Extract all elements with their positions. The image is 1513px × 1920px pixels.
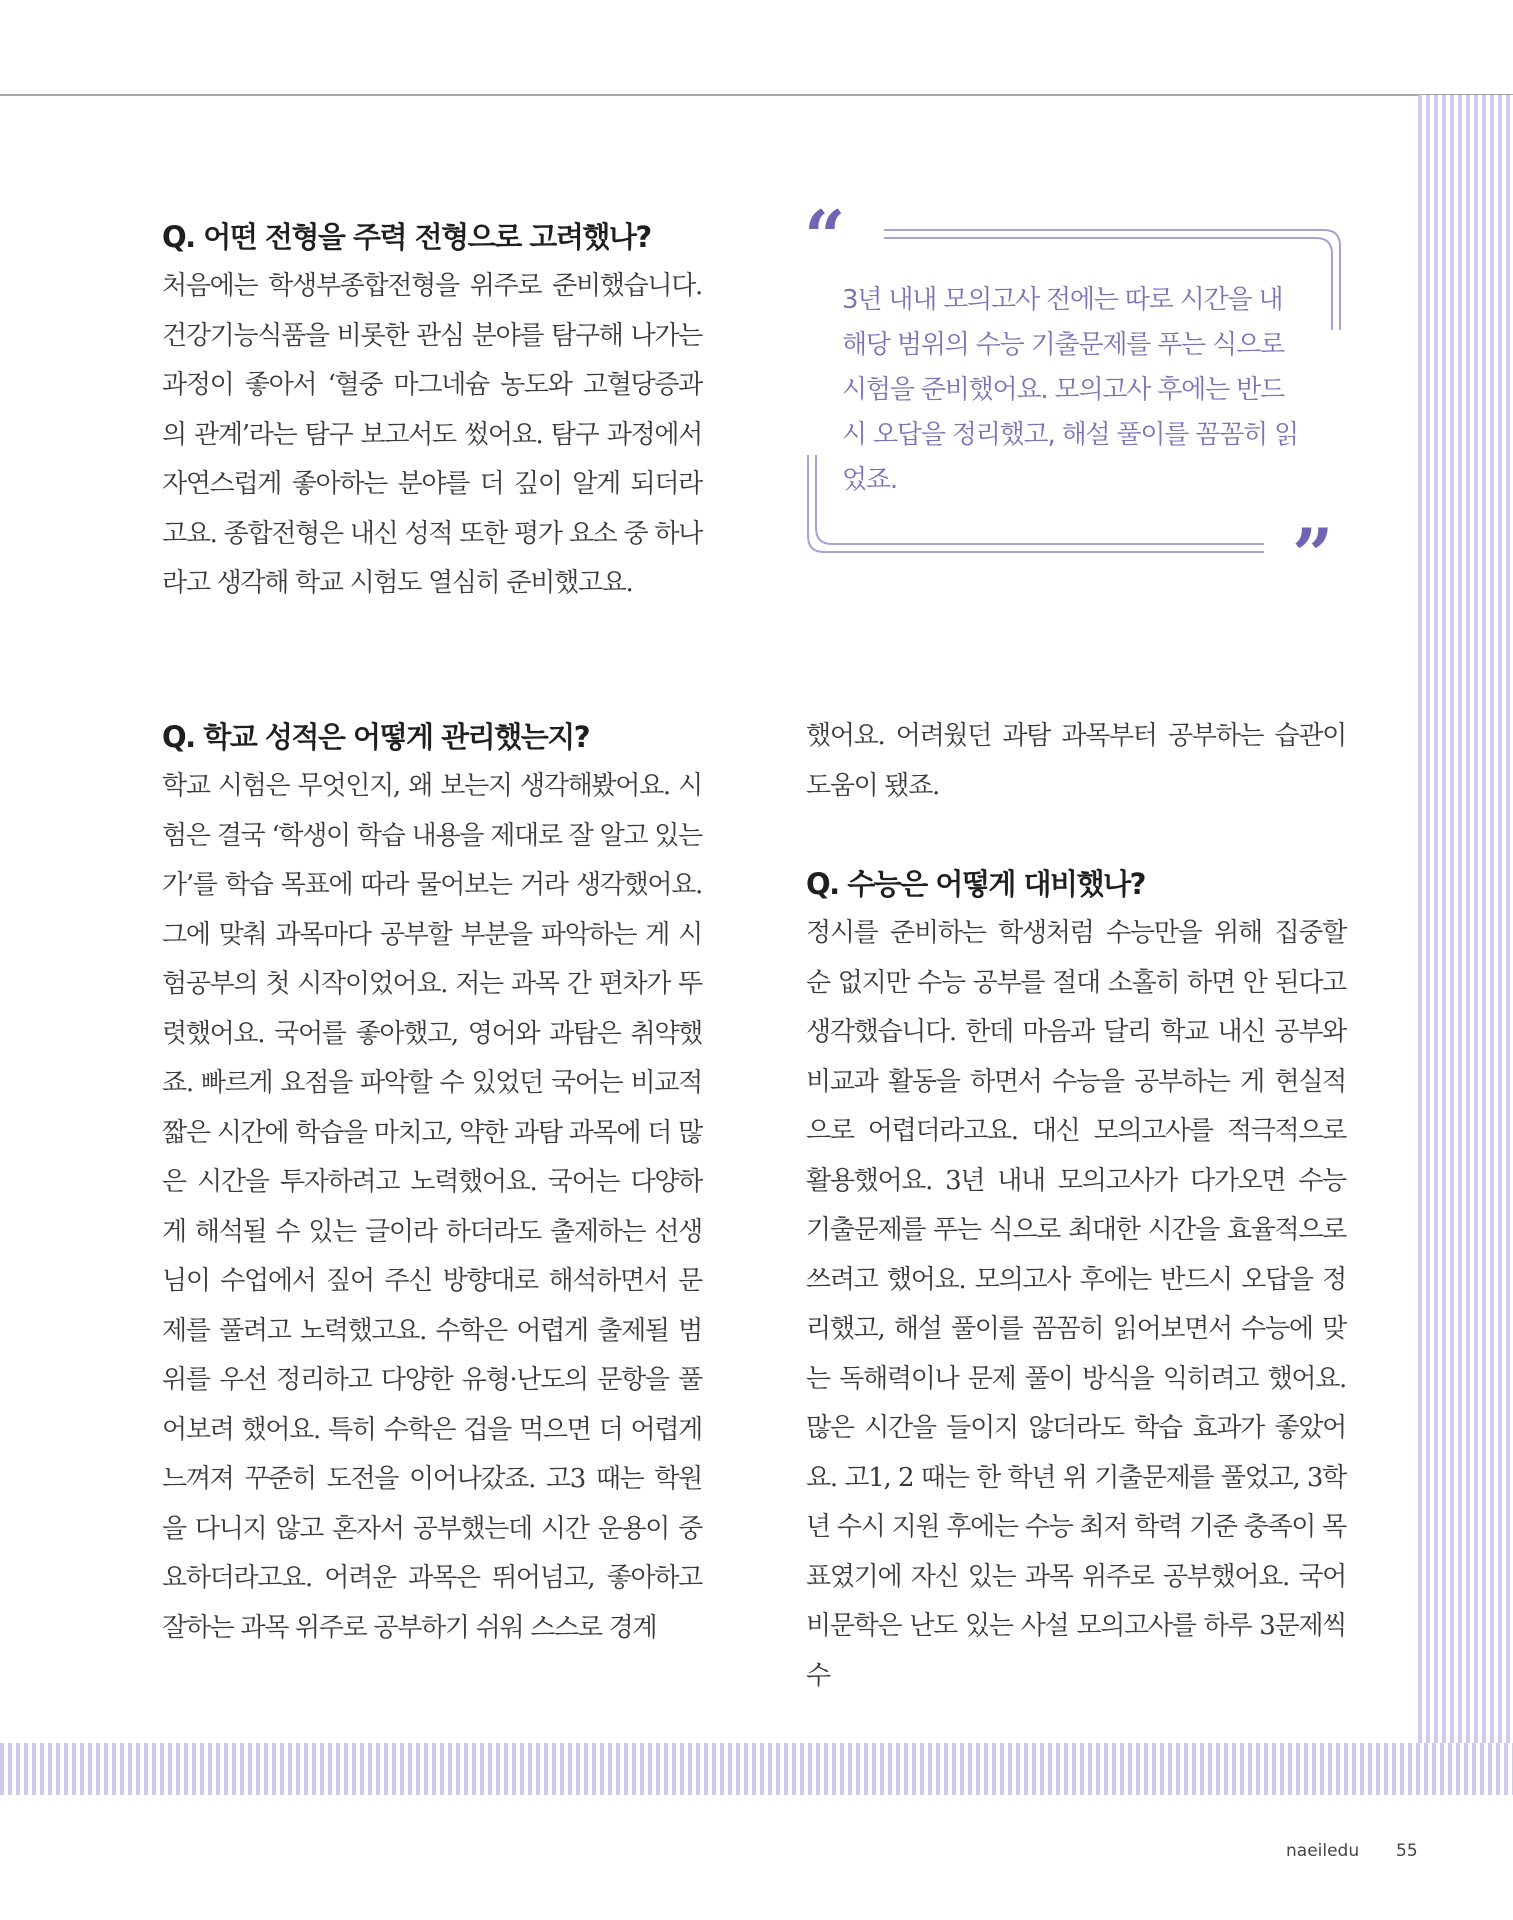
section-body-continued: 했어요. 어려웠던 과탐 과목부터 공부하는 습관이 도움이 됐죠. [806,721,1346,801]
section-body: 처음에는 학생부종합전형을 위주로 준비했습니다. 건강기능식품을 비롯한 관심 분야를 탐구해 나가는 과정이 좋아서 ‘혈중 마그네슘 농도와 고혈당증과의 관계’라는 탐구 보고서도 썼어요. 탐구 과정에서 자연스럽게 좋아하는 분야를 더 깊이 알게 되더라고요. 종합전형은 내신 성적 또한 평가 요소 중 하나라고 생각해 학교 시험도 열심히 준비했고요. [162,271,702,598]
close-quote-icon: ” [1292,512,1334,597]
quote-text: 3년 내내 모의고사 전에는 따로 시간을 내 해당 범위의 수능 기출문제를 푸는 식으로 시험을 준비했어요. 모의고사 후에는 반드시 오답을 정리했고, 해설 풀이를 꼼꼼히 읽었죠. [842,285,1299,495]
section-heading: Q. 어떤 전형을 주력 전형으로 고려했나? [162,220,651,254]
footer-brand: naeiledu [1286,1841,1360,1861]
section-exam-type [162,212,702,609]
decorative-stripes-right [1418,95,1513,1795]
open-quote-icon: “ [804,194,846,279]
page-number: 55 [1396,1841,1418,1861]
section-heading: Q. 학교 성적은 어떻게 관리했는지? [162,720,590,754]
decorative-stripes-bottom [0,1743,1513,1795]
right-column [806,712,1346,1701]
section-body: 학교 시험은 무엇인지, 왜 보는지 생각해봤어요. 시험은 결국 ‘학생이 학습 내용을 제대로 잘 알고 있는가’를 학습 목표에 따라 물어보는 거라 생각했어요. 그에 맞춰 과목마다 공부할 부분을 파악하는 게 시험공부의 첫 시작이었어요. 저는 과목 간 편차가 뚜렷했어요. 국어를 좋아했고, 영어와 과탐은 취약했죠. 빠르게 요점을 파악할 수 있었던 국어는 비교적 짧은 시간에 학습을 마치고, 약한 과탐 과목에 더 많은 시간을 투자하려고 노력했어요. 국어는 다양하게 해석될 수 있는 글이라 하더라도 출제하는 선생님이 수업에서 짚어 주신 방향대로 해석하면서 문제를 풀려고 노력했고요. 수학은 어렵게 출제될 범위를 우선 정리하고 다양한 유형·난도의 문항을 풀어보려 했어요. 특히 수학은 겁을 먹으면 더 어렵게 느껴져 꾸준히 도전을 이어나갔죠. 고3 때는 학원을 다니지 않고 혼자서 공부했는데 시간 운용이 중요하더라고요. 어려운 과목은 뛰어넘고, 좋아하고 잘하는 과목 위주로 공부하기 쉬워 스스로 경계 [162,771,702,1643]
pull-quote [804,194,1344,597]
section-grades [162,712,702,1653]
section-heading: Q. 수능은 어떻게 대비했나? [806,867,1145,901]
section-body: 정시를 준비하는 학생처럼 수능만을 위해 집중할 순 없지만 수능 공부를 절대 소홀히 하면 안 된다고 생각했습니다. 한데 마음과 달리 학교 내신 공부와 비교과 활동을 하면서 수능을 공부하는 게 현실적으로 어렵더라고요. 대신 모의고사를 적극적으로 활용했어요. 3년 내내 모의고사가 다가오면 수능 기출문제를 푸는 식으로 최대한 시간을 효율적으로 쓰려고 했어요. 모의고사 후에는 반드시 오답을 정리했고, 해설 풀이를 꼼꼼히 읽어보면서 수능에 맞는 독해력이나 문제 풀이 방식을 익히려고 했어요. 많은 시간을 들이지 않더라도 학습 효과가 좋았어요. 고1, 2 때는 한 학년 위 기출문제를 풀었고, 3학년 수시 지원 후에는 수능 최저 학력 기준 충족이 목표였기에 자신 있는 과목 위주로 공부했어요. 국어 비문학은 난도 있는 사설 모의고사를 하루 3문제씩 수 [806,918,1346,1691]
